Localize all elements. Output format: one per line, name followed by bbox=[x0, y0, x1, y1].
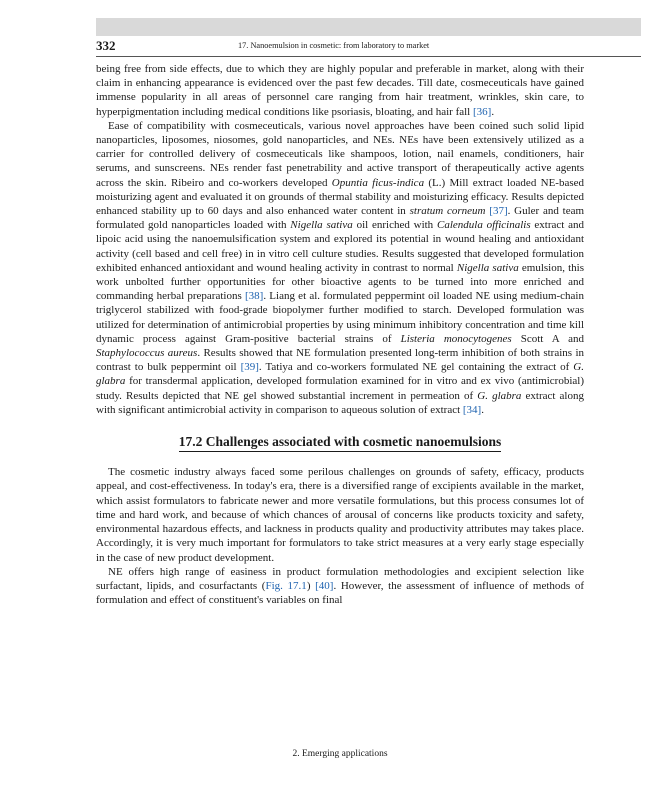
text: . Results showed that NE formulation presented long-term inhibition of both strains in contrast to bulk peppermint oil bbox=[96, 347, 584, 374]
text: . bbox=[491, 105, 495, 118]
italic-term: Calendula officinalis bbox=[436, 219, 531, 232]
section-title: Challenges associated with cosmetic nanoemulsions bbox=[205, 434, 502, 450]
text: . Tatiya and co-workers formulated NE gel containing the extract of bbox=[258, 361, 570, 374]
running-head: 17. Nanoemulsion in cosmetic: from laboratory to market bbox=[238, 41, 430, 50]
text: Scott A and bbox=[520, 332, 585, 345]
italic-term: G. glabra bbox=[477, 389, 522, 402]
section-heading-underline bbox=[179, 434, 502, 452]
text: (L.) Mill extract loaded NE-based moisturizing agent and evaluated it on grounds of thermal stability and moisturizing efficacy. Results depicted enhanced stability up to 60 days and also enhanced water content in bbox=[96, 176, 584, 218]
section-number: 17.2 bbox=[178, 434, 203, 450]
citation-link[interactable]: [34] bbox=[462, 403, 482, 416]
text: emulsion, this work unbolted further opportunities for other bioactive agents to be turned into more enriched and commanding herbal preparations bbox=[96, 261, 584, 303]
figure-link[interactable]: Fig. 17.1 bbox=[265, 579, 307, 592]
paragraph-4 bbox=[96, 565, 584, 608]
page-footer: 2. Emerging applications bbox=[292, 749, 388, 759]
citation-link[interactable]: [36] bbox=[472, 105, 492, 118]
text: for transdermal application, developed formulation examined for in vitro and ex vivo (antimicrobial) study. Results depicted that NE gel showed substantial increment in permeation of bbox=[96, 375, 585, 402]
page-number: 332 bbox=[96, 38, 116, 53]
text: Ease of compatibility with cosmeceuticals, various novel approaches have been coined such solid lipid nanoparticles, liposomes, niosomes, gold nanoparticles, and NEs. NEs have been extensively utilized as a carrier for controlled delivery of cosmeceuticals like shampoos, lotion, nail enamels, conditioners, hair serums, and sunscreens. NEs render fast penetrability and active transport of therapeutically active agents across the skin. Ribeiro and co-workers developed bbox=[96, 119, 584, 189]
text: . However, the assessment of influence of methods of formulation and effect of constituent's variables on final bbox=[96, 579, 585, 607]
citation-link[interactable]: [37] bbox=[489, 205, 508, 218]
text: NE offers high range of easiness in product formulation methodologies and excipient selection like surfactant, lipids, and cosurfactants ( bbox=[96, 565, 584, 592]
citation-link[interactable]: [38] bbox=[244, 290, 264, 303]
text: . Liang et al. formulated peppermint oil loaded NE using medium-chain triglycerol stabilized with food-grade biopolymer further modified to starch. Developed formulation was utilized for determination of antimicrobial properties by using minimum inhibitory concentration and time kill dynamic process against Gram-positive bacterial strains of bbox=[96, 290, 584, 345]
section-heading bbox=[96, 435, 584, 449]
italic-term: Opuntia ficus-indica bbox=[331, 176, 425, 189]
italic-term: G. glabra bbox=[96, 361, 584, 388]
text: ) bbox=[306, 579, 311, 592]
text: extract along with significant antimicrobial activity in comparison to aqueous solution of extract bbox=[96, 389, 584, 416]
citation-link[interactable]: [39] bbox=[240, 361, 259, 374]
text: being free from side effects, due to which they are highly popular and preferable in market, along with their claim in enhancing appearance is evidenced over the past few decades. Till date, cosmeceuticals have gained immense popularity in all areas of personnel care ranging from hair treatment, wrinkles, skin care, to hyperpigmentation including medical conditions like psoriasis, bloating, and hair fall bbox=[96, 63, 584, 118]
italic-term: Nigella sativa bbox=[456, 261, 519, 274]
italic-term: Nigella sativa bbox=[290, 219, 353, 232]
italic-term: Staphylococcus aureus bbox=[96, 347, 198, 360]
text: . bbox=[481, 403, 484, 416]
text: The cosmetic industry always faced some perilous challenges on grounds of safety, efficacy, products appeal, and cost-effectiveness. In today's era, there is a diversified range of excipients available in the market, which assist formulators to fabricate newer and more versatile formulations, but this process consumes lot of time and hard work, and because of which chances of arousal of concerns like products toxicity and safety, environmental hazardous effects, and lackness in products quality and productivity attributes may takes place. Accordingly, it is very much important for formulators to take strict measures at a very early stage especially in the case of new product development. bbox=[96, 466, 584, 564]
text: oil enriched with bbox=[356, 219, 434, 232]
header-bar bbox=[96, 18, 641, 36]
text: . Guler and team formulated gold nanoparticles loaded with bbox=[96, 205, 585, 232]
text: extract and lipoic acid using the nanoemulsification system and explored its potential in wound healing and antioxidant activity (cell based and cell free) in in vitro cell culture studies. Results suggested that developed formulation exhibited enhanced antioxidant and wound healing activity in contrast to normal bbox=[96, 219, 585, 274]
italic-term: Listeria monocytogenes bbox=[400, 332, 512, 345]
header-rule bbox=[96, 56, 641, 57]
paragraph-1 bbox=[96, 62, 584, 119]
paragraph-3 bbox=[96, 465, 584, 564]
body-text bbox=[96, 62, 584, 607]
paragraph-2 bbox=[96, 119, 584, 417]
citation-link[interactable]: [40] bbox=[315, 579, 334, 592]
page-header bbox=[96, 38, 641, 56]
italic-term: stratum corneum bbox=[409, 205, 486, 218]
